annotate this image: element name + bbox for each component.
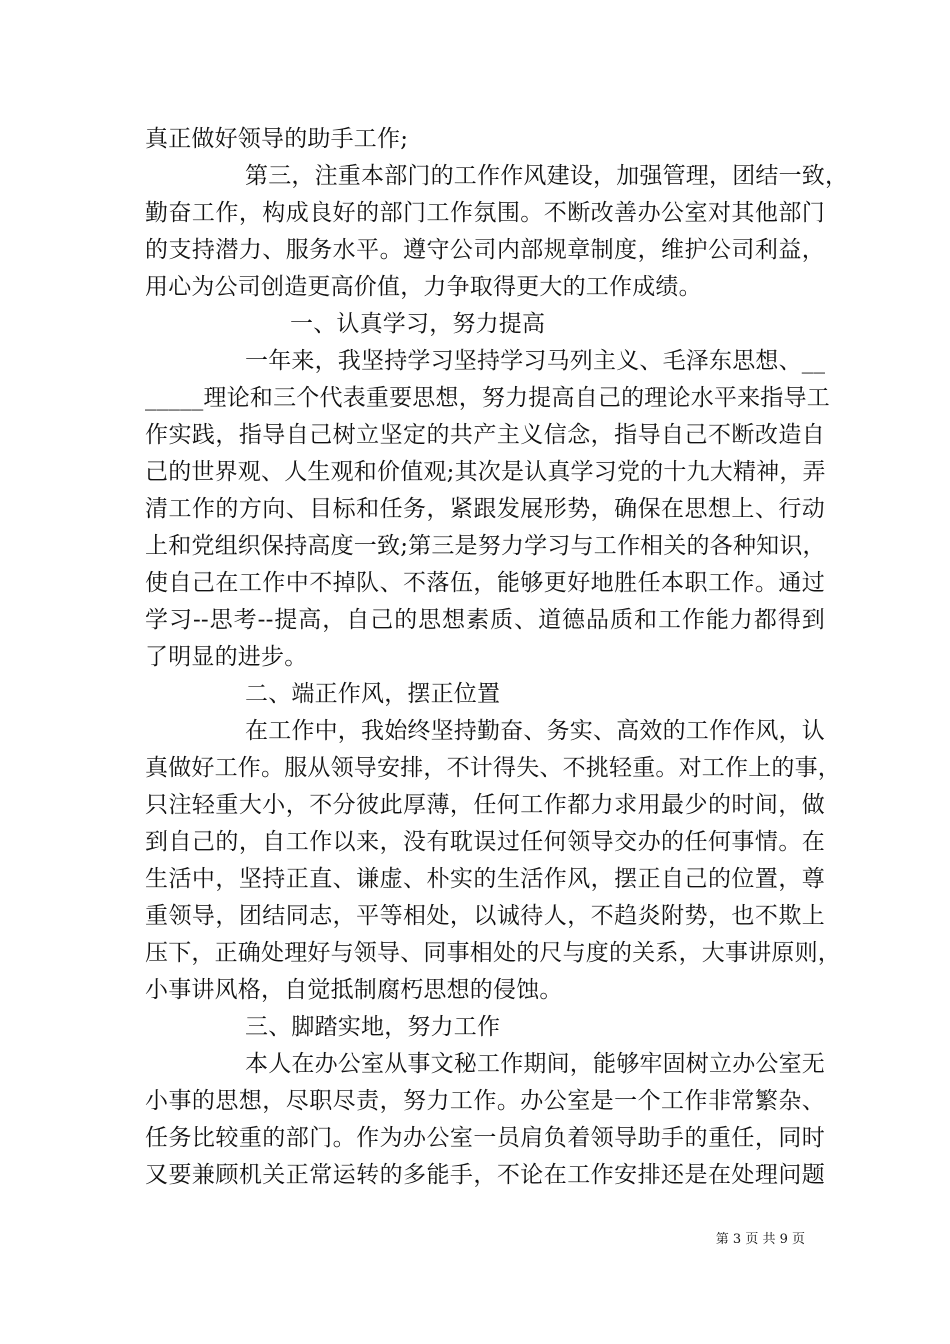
paragraph-line: 了明显的进步。 [145,644,308,670]
paragraph-line: 己的世界观、人生观和价值观;其次是认真学习党的十九大精神，弄 [145,459,826,485]
paragraph-line: 任务比较重的部门。作为办公室一员肩负着领导助手的重任，同时 [145,1125,825,1151]
paragraph-line: 勤奋工作，构成良好的部门工作氛围。不断改善办公室对其他部门 [145,200,825,226]
paragraph-line: 第三，注重本部门的工作作风建设，加强管理，团结一致， [245,163,849,189]
section-heading: 二、端正作风，摆正位置 [245,681,501,707]
paragraph-line: 一年来，我坚持学习坚持学习马列主义、毛泽东思想、__ [245,348,826,374]
paragraph-line: 小事讲风格，自觉抵制腐朽思想的侵蚀。 [145,977,563,1003]
page-number: 第 3 页 共 9 页 [715,1232,805,1247]
paragraph-line: 真做好工作。服从领导安排，不计得失、不挑轻重。对工作上的事， [145,755,841,781]
paragraph-line: 用心为公司创造更高价值，力争取得更大的工作成绩。 [145,274,702,300]
paragraph-line: 生活中，坚持正直、谦虚、朴实的生活作风，摆正自己的位置，尊 [145,866,825,892]
section-heading: 一、认真学习，努力提高 [290,311,546,337]
paragraph-line: 在工作中，我始终坚持勤奋、务实、高效的工作作风，认 [245,718,825,744]
paragraph-line: 压下，正确处理好与领导、同事相处的尺与度的关系，大事讲原则， [145,940,841,966]
section-heading: 三、脚踏实地，努力工作 [245,1014,501,1040]
paragraph-line: 上和党组织保持高度一致;第三是努力学习与工作相关的各种知识， [145,533,826,559]
paragraph-line: 的支持潜力、服务水平。遵守公司内部规章制度，维护公司利益， [145,237,825,263]
paragraph-line: 又要兼顾机关正常运转的多能手，不论在工作安排还是在处理问题 [145,1162,825,1188]
paragraph-line: _____理论和三个代表重要思想，努力提高自己的理论水平来指导工 [145,385,830,411]
paragraph-line: 作实践，指导自己树立坚定的共产主义信念，指导自己不断改造自 [145,422,825,448]
paragraph-line: 小事的思想，尽职尽责，努力工作。办公室是一个工作非常繁杂、 [145,1088,825,1114]
paragraph-line: 学习--思考--提高，自己的思想素质、道德品质和工作能力都得到 [145,607,825,633]
paragraph-line: 本人在办公室从事文秘工作期间，能够牢固树立办公室无 [245,1051,825,1077]
paragraph-line: 只注轻重大小，不分彼此厚薄，任何工作都力求用最少的时间，做 [145,792,825,818]
paragraph-line: 使自己在工作中不掉队、不落伍，能够更好地胜任本职工作。通过 [145,570,825,596]
paragraph-line: 清工作的方向、目标和任务，紧跟发展形势，确保在思想上、行动 [145,496,825,522]
paragraph-line: 重领导，团结同志，平等相处，以诚待人，不趋炎附势，也不欺上 [145,903,825,929]
paragraph-line: 真正做好领导的助手工作; [145,126,409,152]
paragraph-line: 到自己的，自工作以来，没有耽误过任何领导交办的任何事情。在 [145,829,825,855]
